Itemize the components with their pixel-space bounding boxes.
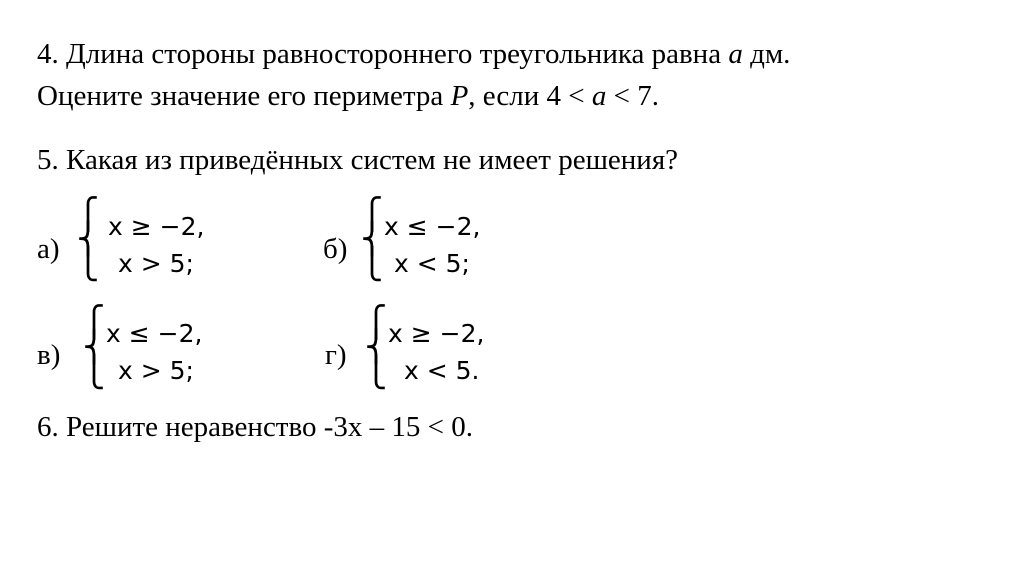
left-brace-icon: ⎧ ⎨ ⎩ — [364, 305, 388, 390]
system-g-row1: x ≥ −2, — [388, 319, 485, 348]
option-b-label: б) — [323, 233, 348, 265]
system-a-row1: x ≥ −2, — [108, 212, 205, 241]
task5-question: 5. Какая из приведённых систем не имеет решения? — [37, 144, 679, 176]
system-b-row1: x ≤ −2, — [384, 212, 481, 241]
task4-line1: 4. Длина стороны равностороннего треугольника равна a дм. — [37, 38, 791, 70]
system-a-row2: x > 5; — [118, 249, 194, 278]
left-brace-icon: ⎧ ⎨ ⎩ — [82, 305, 106, 390]
system-g-row2: x < 5. — [404, 356, 480, 385]
system-b-row2: x < 5; — [394, 249, 470, 278]
system-v — [106, 315, 202, 389]
system-g — [388, 315, 484, 389]
left-brace-icon: ⎧ ⎨ ⎩ — [360, 197, 384, 282]
system-b — [384, 208, 480, 282]
task6-text: 6. Решите неравенство -3x – 15 < 0. — [37, 411, 473, 443]
system-v-row2: x > 5; — [118, 356, 194, 385]
system-a — [108, 208, 204, 282]
option-g-label: г) — [325, 339, 347, 371]
system-v-row1: x ≤ −2, — [106, 319, 203, 348]
option-a-label: а) — [37, 233, 60, 265]
task4-line2: Оцените значение его периметра P, если 4 < a < 7. — [37, 80, 659, 112]
option-v-label: в) — [37, 339, 61, 371]
left-brace-icon: ⎧ ⎨ ⎩ — [76, 197, 100, 282]
